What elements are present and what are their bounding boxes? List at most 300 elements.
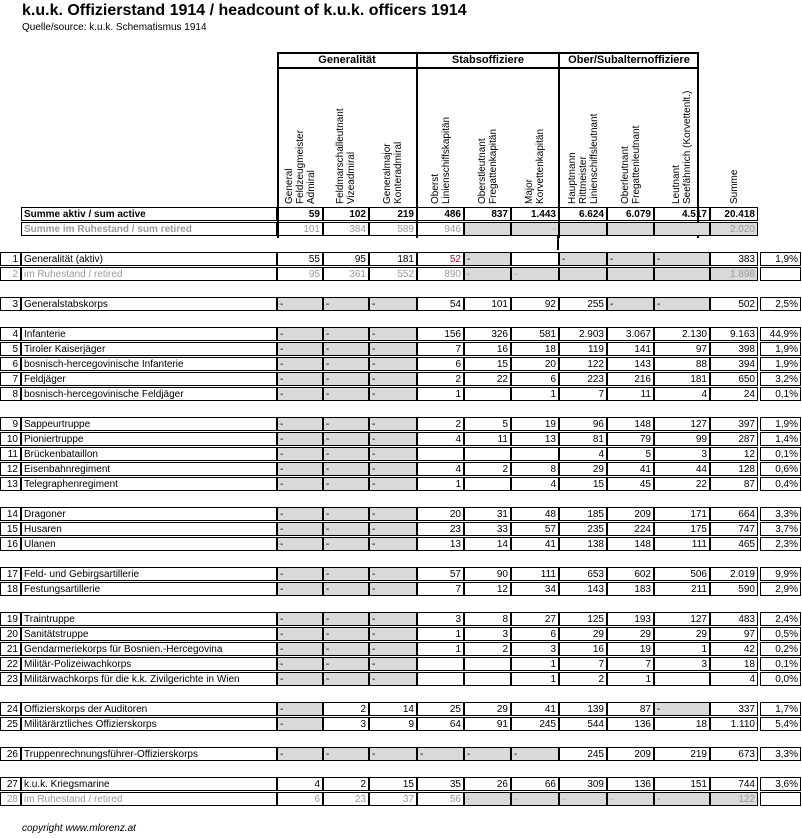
- row-label: im Ruhestand / retired: [21, 792, 277, 806]
- row-value: -: [277, 372, 323, 386]
- row-value: 1: [511, 657, 559, 671]
- summary-cell: [559, 222, 607, 236]
- row-value: 26: [464, 777, 511, 791]
- row-value: 7: [559, 387, 607, 401]
- row-value: 7: [417, 342, 464, 356]
- row-sum: 394: [710, 357, 758, 371]
- row-value: 29: [464, 702, 511, 716]
- row-value: -: [369, 477, 417, 491]
- row-value: -: [277, 672, 323, 686]
- table-row: [0, 462, 802, 477]
- table-row: [0, 747, 802, 762]
- row-percent: 1,9%: [760, 357, 801, 371]
- row-number: 4: [0, 327, 21, 341]
- row-sum: 398: [710, 342, 758, 356]
- row-value: -: [277, 657, 323, 671]
- row-value: 35: [417, 777, 464, 791]
- summary-cell: 102: [323, 207, 369, 221]
- row-value: 95: [277, 267, 323, 281]
- group-header-2: Ober/Subalternoffiziere: [568, 54, 690, 66]
- row-value: 506: [654, 567, 710, 581]
- row-value: -: [607, 252, 654, 266]
- row-value: -: [277, 507, 323, 521]
- row-value: 13: [417, 537, 464, 551]
- row-value: 148: [607, 417, 654, 431]
- row-value: 4: [417, 432, 464, 446]
- summary-cell: 384: [323, 222, 369, 236]
- row-sum: 664: [710, 507, 758, 521]
- row-value: 6: [277, 792, 323, 806]
- row-label: Truppenrechnungsführer-Offizierskorps: [21, 747, 277, 761]
- row-value: 552: [369, 267, 417, 281]
- row-value: 22: [464, 372, 511, 386]
- row-value: 18: [511, 342, 559, 356]
- row-value: 127: [654, 612, 710, 626]
- row-percent: 3,7%: [760, 522, 801, 536]
- row-percent: 9,9%: [760, 567, 801, 581]
- row-value: -: [323, 507, 369, 521]
- row-value: 11: [607, 387, 654, 401]
- row-value: 33: [464, 522, 511, 536]
- row-number: 23: [0, 672, 21, 686]
- row-value: 181: [654, 372, 710, 386]
- row-value: 18: [654, 717, 710, 731]
- row-sum: 128: [710, 462, 758, 476]
- row-number: 10: [0, 432, 21, 446]
- row-value: 87: [607, 702, 654, 716]
- table-row: [0, 297, 802, 312]
- row-sum: 502: [710, 297, 758, 311]
- row-percent: 2,4%: [760, 612, 801, 626]
- row-value: 16: [559, 642, 607, 656]
- row-value: -: [369, 417, 417, 431]
- row-value: 309: [559, 777, 607, 791]
- row-value: [511, 252, 559, 266]
- row-value: 193: [607, 612, 654, 626]
- row-number: 28: [0, 792, 21, 806]
- row-label: Ulanen: [21, 537, 277, 551]
- row-value: [654, 267, 710, 281]
- row-value: -: [369, 462, 417, 476]
- row-value: 143: [607, 357, 654, 371]
- row-label: Husaren: [21, 522, 277, 536]
- row-value: 1: [417, 477, 464, 491]
- row-value: -: [323, 327, 369, 341]
- row-value: 2.903: [559, 327, 607, 341]
- row-value: [464, 387, 511, 401]
- row-value: -: [369, 612, 417, 626]
- row-value: -: [323, 417, 369, 431]
- row-value: -: [323, 582, 369, 596]
- row-value: 44: [654, 462, 710, 476]
- row-value: 7: [607, 657, 654, 671]
- row-value: -: [369, 387, 417, 401]
- row-value: -: [277, 462, 323, 476]
- row-value: -: [369, 357, 417, 371]
- row-value: -: [323, 657, 369, 671]
- row-value: -: [323, 522, 369, 536]
- row-number: 2: [0, 267, 21, 281]
- row-percent: 2,3%: [760, 537, 801, 551]
- row-value: -: [369, 567, 417, 581]
- row-percent: 2,9%: [760, 582, 801, 596]
- summary-cell: [464, 222, 511, 236]
- row-value: 245: [559, 747, 607, 761]
- row-value: 255: [559, 297, 607, 311]
- summary-cell: 4.517: [654, 207, 710, 221]
- row-value: 2: [323, 702, 369, 716]
- row-value: [417, 672, 464, 686]
- row-sum: 747: [710, 522, 758, 536]
- row-value: 19: [607, 642, 654, 656]
- row-value: -: [277, 627, 323, 641]
- row-value: 23: [417, 522, 464, 536]
- row-value: -: [323, 642, 369, 656]
- row-value: 99: [654, 432, 710, 446]
- row-value: -: [277, 297, 323, 311]
- table-row: [0, 447, 802, 462]
- row-value: 143: [559, 582, 607, 596]
- row-value: 81: [559, 432, 607, 446]
- row-value: 3: [323, 717, 369, 731]
- column-header-3: Oberst Linienschiffskapitän: [430, 116, 452, 204]
- row-value: -: [277, 567, 323, 581]
- header-group-line: [277, 67, 699, 69]
- group-header-1: Stabsoffiziere: [451, 54, 525, 66]
- row-sum: 9.163: [710, 327, 758, 341]
- row-value: 1: [607, 672, 654, 686]
- row-value: -: [369, 327, 417, 341]
- row-value: -: [323, 462, 369, 476]
- summary-cell: 101: [277, 222, 323, 236]
- row-percent: 2,5%: [760, 297, 801, 311]
- row-value: 31: [464, 507, 511, 521]
- summary-cell: [607, 222, 654, 236]
- row-label: Brückenbataillon: [21, 447, 277, 461]
- row-value: 139: [559, 702, 607, 716]
- row-value: 2: [464, 642, 511, 656]
- row-sum: 337: [710, 702, 758, 716]
- row-label: k.u.k. Kriegsmarine: [21, 777, 277, 791]
- row-value: -: [277, 432, 323, 446]
- row-percent: [760, 267, 801, 281]
- row-label: Militär-Polizeiwachkorps: [21, 657, 277, 671]
- table-row: [0, 327, 802, 342]
- row-percent: [760, 792, 801, 806]
- table-row: [0, 357, 802, 372]
- summary-label: Summe im Ruhestand / sum retired: [21, 222, 277, 236]
- row-value: -: [277, 582, 323, 596]
- row-value: -: [323, 537, 369, 551]
- row-value: 45: [607, 477, 654, 491]
- row-value: [654, 672, 710, 686]
- row-value: 29: [559, 462, 607, 476]
- row-value: 13: [511, 432, 559, 446]
- row-label: Sappeurtruppe: [21, 417, 277, 431]
- row-value: -: [369, 672, 417, 686]
- summary-cell: 589: [369, 222, 417, 236]
- row-value: -: [654, 702, 710, 716]
- row-value: 209: [607, 507, 654, 521]
- row-value: -: [277, 702, 323, 716]
- row-value: 119: [559, 342, 607, 356]
- row-value: [559, 267, 607, 281]
- row-value: -: [323, 612, 369, 626]
- row-value: -: [323, 567, 369, 581]
- row-label: Feldjäger: [21, 372, 277, 386]
- row-value: 653: [559, 567, 607, 581]
- row-value: 6: [417, 357, 464, 371]
- row-value: -: [369, 522, 417, 536]
- table-row: [0, 702, 802, 717]
- header-top-line: [277, 52, 699, 54]
- row-label: Eisenbahnregiment: [21, 462, 277, 476]
- row-sum: 744: [710, 777, 758, 791]
- row-value: 224: [607, 522, 654, 536]
- row-percent: 0,1%: [760, 387, 801, 401]
- row-value: 19: [511, 417, 559, 431]
- row-value: [607, 267, 654, 281]
- row-value: 9: [369, 717, 417, 731]
- row-sum: 465: [710, 537, 758, 551]
- row-sum: 590: [710, 582, 758, 596]
- row-label: Pioniertruppe: [21, 432, 277, 446]
- column-header-1: Feldmarschalleutnant Vizeadmiral: [335, 108, 357, 204]
- row-value: 111: [654, 537, 710, 551]
- table-row: [0, 372, 802, 387]
- row-sum: 122: [710, 792, 758, 806]
- row-value: 2: [559, 672, 607, 686]
- row-value: -: [277, 357, 323, 371]
- summary-cell: 1.443: [511, 207, 559, 221]
- row-value: 2: [464, 462, 511, 476]
- column-header-6: Hauptmann Rittmeister Linienschiffsleutnant: [567, 113, 600, 204]
- summary-cell: [654, 222, 710, 236]
- row-percent: 5,4%: [760, 717, 801, 731]
- row-value: 3.067: [607, 327, 654, 341]
- row-label: Telegraphenregiment: [21, 477, 277, 491]
- row-value: 48: [511, 507, 559, 521]
- row-value: 127: [654, 417, 710, 431]
- row-value: 2: [417, 417, 464, 431]
- row-value: 56: [417, 792, 464, 806]
- row-percent: 0,4%: [760, 477, 801, 491]
- row-value: -: [323, 342, 369, 356]
- row-percent: 1,9%: [760, 417, 801, 431]
- row-value: 22: [654, 477, 710, 491]
- row-value: 4: [277, 777, 323, 791]
- table-row: [0, 252, 802, 267]
- row-value: 3: [464, 627, 511, 641]
- row-value: 95: [323, 252, 369, 266]
- row-value: -: [323, 747, 369, 761]
- row-value: 41: [511, 537, 559, 551]
- row-value: -: [607, 297, 654, 311]
- row-value: 136: [607, 777, 654, 791]
- row-number: 9: [0, 417, 21, 431]
- row-value: -: [323, 627, 369, 641]
- row-sum: 673: [710, 747, 758, 761]
- row-sum: 4: [710, 672, 758, 686]
- row-value: -: [277, 537, 323, 551]
- summary-cell: 59: [277, 207, 323, 221]
- row-value: 151: [654, 777, 710, 791]
- row-value: 11: [464, 432, 511, 446]
- row-value: 15: [369, 777, 417, 791]
- row-sum: 24: [710, 387, 758, 401]
- row-value: -: [323, 672, 369, 686]
- row-value: -: [559, 252, 607, 266]
- row-value: -: [654, 252, 710, 266]
- row-value: 90: [464, 567, 511, 581]
- row-sum: 18: [710, 657, 758, 671]
- row-value: -: [369, 627, 417, 641]
- row-number: 20: [0, 627, 21, 641]
- summary-cell: -: [511, 222, 559, 236]
- row-value: 581: [511, 327, 559, 341]
- row-number: 6: [0, 357, 21, 371]
- row-percent: 1,4%: [760, 432, 801, 446]
- row-percent: 0,2%: [760, 642, 801, 656]
- row-value: 235: [559, 522, 607, 536]
- row-value: 185: [559, 507, 607, 521]
- row-value: 41: [511, 702, 559, 716]
- column-header-4: Oberstleutnant Fregattenkapitän: [477, 128, 499, 204]
- row-label: Dragoner: [21, 507, 277, 521]
- row-label: Militärärztliches Offizierskorps: [21, 717, 277, 731]
- row-value: 5: [607, 447, 654, 461]
- row-value: 245: [511, 717, 559, 731]
- source-note: Quelle/source: k.u.k. Schematismus 1914: [22, 22, 207, 33]
- row-value: -: [277, 387, 323, 401]
- row-sum: 383: [710, 252, 758, 266]
- summary-row: [0, 207, 802, 222]
- row-value: -: [369, 657, 417, 671]
- row-value: -: [323, 387, 369, 401]
- row-number: 13: [0, 477, 21, 491]
- row-value: -: [323, 432, 369, 446]
- table-row: [0, 417, 802, 432]
- table-row: [0, 522, 802, 537]
- row-value: 1: [511, 672, 559, 686]
- summary-total: 2.020: [710, 222, 758, 236]
- row-value: [417, 657, 464, 671]
- row-percent: 0,6%: [760, 462, 801, 476]
- column-header-5: Major Korvettenkapitän: [524, 128, 546, 204]
- row-label: Festungsartillerie: [21, 582, 277, 596]
- row-value: 136: [607, 717, 654, 731]
- row-value: 29: [559, 627, 607, 641]
- row-value: 602: [607, 567, 654, 581]
- row-percent: 3,2%: [760, 372, 801, 386]
- row-value: 15: [464, 357, 511, 371]
- row-value: 54: [417, 297, 464, 311]
- row-value: -: [369, 507, 417, 521]
- summary-cell: 837: [464, 207, 511, 221]
- row-value: 148: [607, 537, 654, 551]
- row-value: 4: [417, 462, 464, 476]
- table-row: [0, 432, 802, 447]
- row-value: 4: [654, 387, 710, 401]
- row-value: 1: [417, 627, 464, 641]
- row-value: 57: [511, 522, 559, 536]
- row-value: -: [323, 297, 369, 311]
- table-row: [0, 672, 802, 687]
- row-value: 122: [559, 357, 607, 371]
- row-value: [511, 447, 559, 461]
- row-value: -: [369, 537, 417, 551]
- row-value: 97: [654, 342, 710, 356]
- row-value: 156: [417, 327, 464, 341]
- row-value: -: [277, 447, 323, 461]
- row-value: 138: [559, 537, 607, 551]
- summary-label: Summe aktiv / sum active: [21, 207, 277, 221]
- table-row: [0, 387, 802, 402]
- table-row: [0, 477, 802, 492]
- row-value: 29: [654, 627, 710, 641]
- row-value: 3: [654, 657, 710, 671]
- table-row: [0, 507, 802, 522]
- row-value: 223: [559, 372, 607, 386]
- row-value: -: [464, 792, 511, 806]
- group-header-0: Generalität: [318, 54, 376, 66]
- row-sum: 1.110: [710, 717, 758, 731]
- row-label: Traintruppe: [21, 612, 277, 626]
- row-value: 2: [417, 372, 464, 386]
- row-value: 3: [511, 642, 559, 656]
- row-value: 91: [464, 717, 511, 731]
- row-value: -: [323, 372, 369, 386]
- row-value: -: [417, 747, 464, 761]
- row-value: 52: [417, 252, 464, 266]
- row-value: 211: [654, 582, 710, 596]
- row-percent: 1,7%: [760, 702, 801, 716]
- row-value: 15: [559, 477, 607, 491]
- row-value: 92: [511, 297, 559, 311]
- column-header-9: Summe: [729, 169, 740, 204]
- row-value: 2.130: [654, 327, 710, 341]
- row-percent: 3,3%: [760, 507, 801, 521]
- row-percent: 1,9%: [760, 342, 801, 356]
- row-value: 57: [417, 567, 464, 581]
- row-value: 88: [654, 357, 710, 371]
- summary-total: 20.418: [710, 207, 758, 221]
- row-value: 25: [417, 702, 464, 716]
- row-label: bosnisch-hercegovinische Feldjäger: [21, 387, 277, 401]
- column-header-7: Oberleutnant Fregattenleutnant: [620, 125, 642, 204]
- row-value: 64: [417, 717, 464, 731]
- row-value: 7: [559, 657, 607, 671]
- row-value: -: [369, 342, 417, 356]
- row-value: 79: [607, 432, 654, 446]
- row-value: -: [277, 477, 323, 491]
- row-label: Generalität (aktiv): [21, 252, 277, 266]
- row-value: 8: [464, 612, 511, 626]
- row-value: [464, 657, 511, 671]
- row-value: 181: [369, 252, 417, 266]
- row-value: -: [277, 342, 323, 356]
- row-value: -: [277, 327, 323, 341]
- row-sum: 87: [710, 477, 758, 491]
- row-sum: 97: [710, 627, 758, 641]
- row-label: im Ruhestand / retired: [21, 267, 277, 281]
- row-percent: 3,3%: [760, 747, 801, 761]
- row-value: 5: [464, 417, 511, 431]
- row-value: 29: [607, 627, 654, 641]
- row-value: -: [511, 747, 559, 761]
- row-value: 14: [369, 702, 417, 716]
- row-value: 1: [654, 642, 710, 656]
